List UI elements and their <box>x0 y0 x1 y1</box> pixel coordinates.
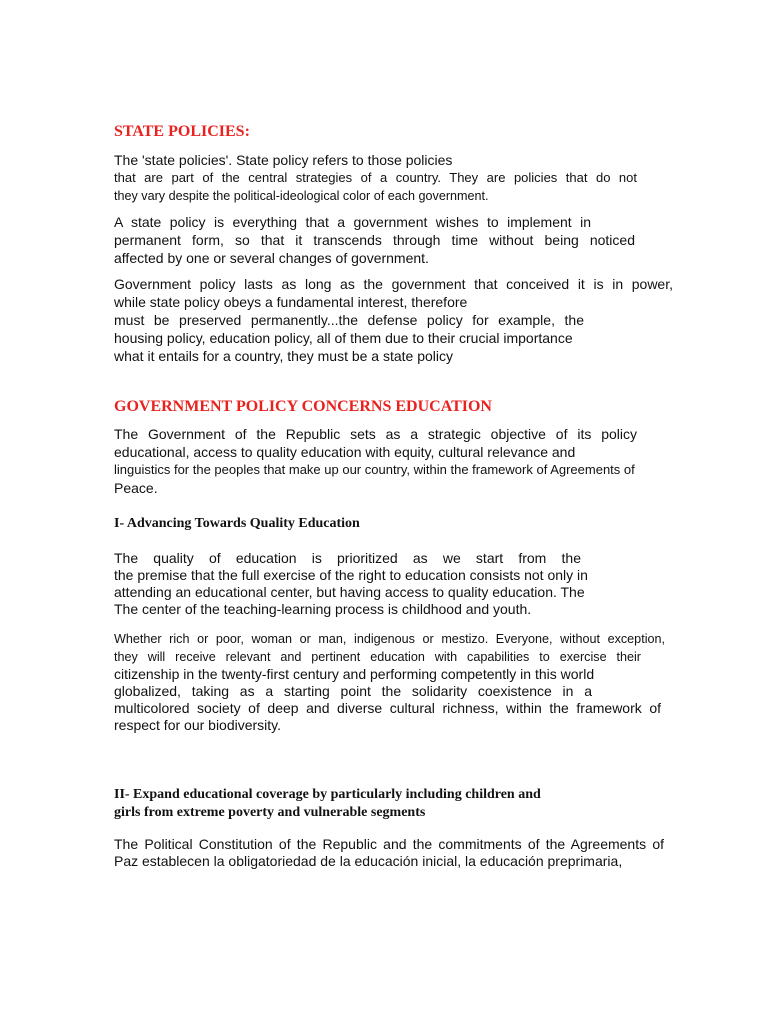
text-line: Peace. <box>114 480 158 496</box>
text-line: housing policy, education policy, all of them due to their crucial importance <box>114 330 573 346</box>
text-line: A state policy is everything that a government wishes to implement in <box>114 214 591 230</box>
document-body <box>114 122 674 870</box>
text-line: they vary despite the political-ideological color of each government. <box>114 189 489 203</box>
text-line: must be preserved permanently...the defense policy for example, the <box>114 312 584 328</box>
text-line: citizenship in the twenty-first century and performing competently in this world <box>114 666 595 682</box>
heading-quality-education: I- Advancing Towards Quality Education <box>114 516 360 531</box>
text-line: they will receive relevant and pertinent education with capabilities to exercise their <box>114 650 641 664</box>
text-line: multicolored society of deep and diverse cultural richness, within the framework of <box>114 700 661 716</box>
paragraph-quality-prioritized <box>114 549 674 618</box>
text-line: Government policy lasts as long as the government that conceived it is in power, <box>114 276 673 292</box>
text-line: while state policy obeys a fundamental interest, therefore <box>114 294 468 310</box>
heading-line: girls from extreme poverty and vulnerable segments <box>114 805 426 820</box>
text-line: The Government of the Republic sets as a strategic objective of its policy <box>114 426 637 442</box>
text-line: what it entails for a country, they must be a state policy <box>114 348 454 364</box>
heading-government-policy-education: GOVERNMENT POLICY CONCERNS EDUCATION <box>114 398 492 415</box>
text-line: The quality of education is prioritized as we start from the <box>114 550 581 566</box>
text-line: permanent form, so that it transcends through time without being noticed <box>114 232 635 248</box>
paragraph-state-policy-permanent <box>114 213 674 267</box>
text-line: respect for our biodiversity. <box>114 717 282 733</box>
text-line: globalized, taking as a starting point the solidarity coexistence in a <box>114 683 592 699</box>
paragraph-state-policy-definition <box>114 151 674 205</box>
heading-line: II- Expand educational coverage by particularly including children and <box>114 787 541 802</box>
heading-state-policies: STATE POLICIES: <box>114 123 250 140</box>
text-line: the premise that the full exercise of the right to education consists not only in <box>114 567 588 583</box>
text-line: The 'state policies'. State policy refers to those policies <box>114 152 453 168</box>
paragraph-everyone-without-exception <box>114 630 674 734</box>
text-line: The Political Constitution of the Republic and the commitments of the Agreements of <box>114 836 664 852</box>
text-line: The center of the teaching-learning process is childhood and youth. <box>114 601 532 617</box>
heading-expand-coverage <box>114 786 674 822</box>
text-line: linguistics for the peoples that make up our country, within the framework of Agreements of <box>114 462 635 477</box>
text-line: Paz establecen la obligatoriedad de la educación inicial, la educación preprimaria, <box>114 853 623 869</box>
paragraph-political-constitution <box>114 836 674 870</box>
text-line: Whether rich or poor, woman or man, indigenous or mestizo. Everyone, without exception, <box>114 632 665 646</box>
text-line: educational, access to quality education with equity, cultural relevance and <box>114 444 576 460</box>
text-line: attending an educational center, but having access to quality education. The <box>114 584 585 600</box>
text-line: affected by one or several changes of government. <box>114 250 429 266</box>
text-line: that are part of the central strategies of a country. They are policies that do not <box>114 170 637 185</box>
paragraph-government-vs-state-policy <box>114 275 674 365</box>
paragraph-strategic-objective <box>114 425 674 497</box>
